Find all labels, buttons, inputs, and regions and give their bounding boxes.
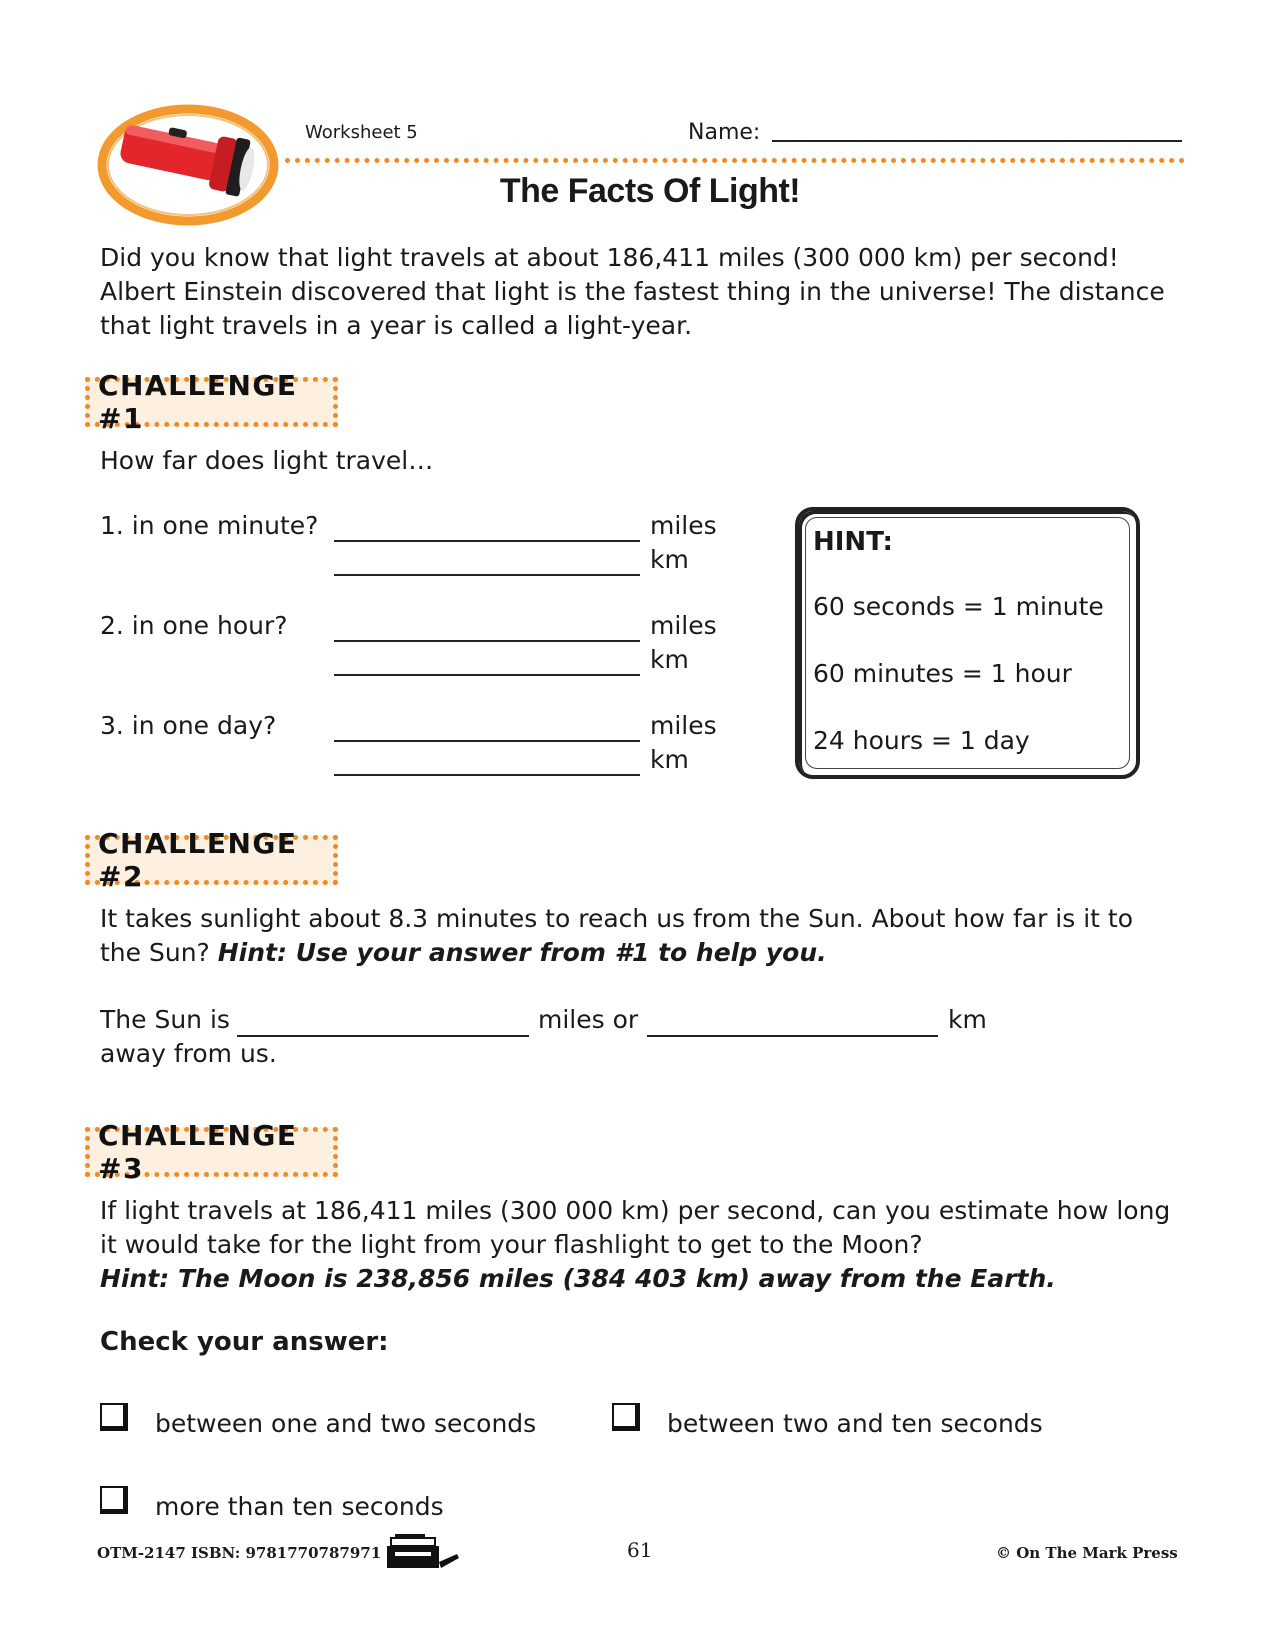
name-field[interactable] xyxy=(772,140,1182,142)
flashlight-icon xyxy=(95,100,290,230)
name-label: Name: xyxy=(688,120,761,145)
footer-copyright: © On The Mark Press xyxy=(996,1544,1178,1562)
sun-sentence-mid: miles or xyxy=(538,1005,639,1034)
page-number: 61 xyxy=(627,1538,653,1562)
question-2-miles-unit: miles xyxy=(650,611,717,640)
challenge-2-text xyxy=(100,902,1180,970)
challenge-3-text: If light travels at 186,411 miles (300 000 km) per second, can you estimate how long it would take for the light from your flashlight to get to the Moon? xyxy=(100,1196,1171,1259)
option-3-label: more than ten seconds xyxy=(155,1492,444,1521)
question-2-miles-field[interactable] xyxy=(334,640,640,642)
hint-line-hours: 24 hours = 1 day xyxy=(813,726,1030,755)
hint-line-minutes: 60 minutes = 1 hour xyxy=(813,659,1072,688)
sun-sentence-start: The Sun is xyxy=(100,1005,230,1034)
option-1-label: between one and two seconds xyxy=(155,1409,537,1438)
question-2-label: 2. in one hour? xyxy=(100,611,288,640)
sun-miles-field[interactable] xyxy=(237,1035,529,1037)
challenge-2-question: It takes sunlight about 8.3 minutes to reach us from the Sun. About how far is it to the Sun? xyxy=(100,904,1134,967)
challenge-2-badge xyxy=(85,827,338,893)
hint-line-seconds: 60 seconds = 1 minute xyxy=(813,592,1104,621)
intro-paragraph: Did you know that light travels at about 186,411 miles (300 000 km) per second! Albert Einstein discovered that light is the fastest thing in the universe! The distance that light travels in a year is called a light-year. xyxy=(100,243,1165,340)
check-answer-label: Check your answer: xyxy=(100,1327,389,1357)
question-2-km-unit: km xyxy=(650,645,689,674)
worksheet-label: Worksheet 5 xyxy=(305,122,418,143)
option-3-checkbox[interactable] xyxy=(100,1486,128,1514)
challenge-1-title: CHALLENGE #1 xyxy=(98,369,298,435)
page-title: The Facts Of Light! xyxy=(499,172,801,210)
footer-isbn: OTM-2147 ISBN: 9781770787971 xyxy=(97,1544,382,1562)
question-1-label: 1. in one minute? xyxy=(100,511,319,540)
sun-km-unit: km xyxy=(948,1005,987,1034)
photocopier-icon xyxy=(385,1532,460,1570)
option-2-label: between two and ten seconds xyxy=(667,1409,1043,1438)
question-2-km-field[interactable] xyxy=(334,674,640,676)
option-2-checkbox[interactable] xyxy=(612,1403,640,1431)
sun-km-field[interactable] xyxy=(647,1035,938,1037)
challenge-2-title: CHALLENGE #2 xyxy=(98,827,298,893)
hint-title: HINT: xyxy=(813,527,893,557)
challenge-3-badge xyxy=(85,1119,338,1185)
option-1-checkbox[interactable] xyxy=(100,1403,128,1431)
question-3-km-field[interactable] xyxy=(334,774,640,776)
question-3-miles-unit: miles xyxy=(650,711,717,740)
challenge-2-hint: Hint: Use your answer from #1 to help you. xyxy=(217,938,827,967)
question-3-label: 3. in one day? xyxy=(100,711,277,740)
question-1-km-unit: km xyxy=(650,545,689,574)
challenge-3-hint: Hint: The Moon is 238,856 miles (384 403 km) away from the Earth. xyxy=(100,1264,1056,1293)
sun-sentence-end: away from us. xyxy=(100,1039,277,1068)
challenge-3-title: CHALLENGE #3 xyxy=(98,1119,298,1185)
question-1-miles-field[interactable] xyxy=(334,540,640,542)
question-3-km-unit: km xyxy=(650,745,689,774)
question-1-miles-unit: miles xyxy=(650,511,717,540)
question-3-miles-field[interactable] xyxy=(334,740,640,742)
question-1-km-field[interactable] xyxy=(334,574,640,576)
header-divider xyxy=(285,158,1185,163)
challenge-1-prompt: How far does light travel… xyxy=(100,446,434,475)
flashlight-logo xyxy=(95,100,290,230)
challenge-1-badge xyxy=(85,369,338,435)
